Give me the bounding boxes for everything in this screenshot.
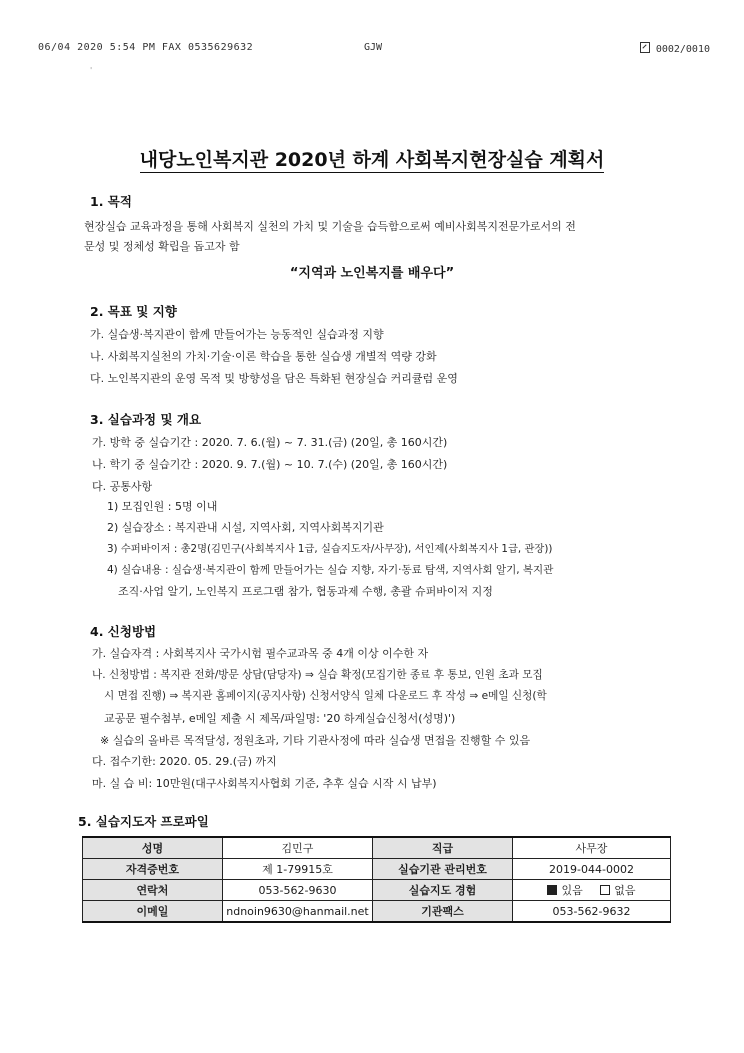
section3-sub-item: 2) 실습장소 : 복지관내 시설, 지역사회, 지역사회복지기관 [107, 521, 384, 534]
section5-title: 5. 실습지도자 프로파일 [78, 814, 209, 829]
section4-note: ※ 실습의 올바른 목적달성, 정원초과, 기타 기관사정에 따라 실습생 면접을 진행할 수 있음 [100, 734, 531, 747]
slogan: “지역과 노인복지를 배우다” [289, 266, 455, 281]
table-value: 053-562-9632 [513, 901, 671, 923]
table-row [83, 859, 671, 880]
section3-sub-item: 조직·사업 알기, 노인복지 프로그램 참가, 협동과제 수행, 총괄 슈퍼바이저 지정 [118, 585, 493, 598]
section4-item: 교공문 필수첨부, e메일 제출 시 제목/파일명: '20 하계실습신청서(성명)') [104, 712, 456, 725]
section4-item: 시 면접 진행) ⇒ 복지관 홈페이지(공지사항) 신청서양식 일체 다운로드 후 작성 ⇒ e메일 신청(학 [104, 690, 547, 702]
section1-title: 1. 목적 [90, 194, 132, 209]
checked-box-icon [547, 885, 557, 895]
table-label: 실습지도 경험 [373, 880, 513, 901]
table-label: 실습기관 관리번호 [373, 859, 513, 880]
section3-item: 다. 공통사항 [92, 480, 153, 493]
section2-item: 나. 사회복지실천의 가치·기술·이론 학습을 통한 실습생 개별적 역량 강화 [90, 350, 437, 363]
experience-no: 없음 [614, 884, 636, 897]
section4-item: 마. 실 습 비: 10만원(대구사회복지사협회 기준, 추후 실습 시작 시 납부) [92, 777, 437, 790]
table-label: 자격증번호 [83, 859, 223, 880]
section2-item: 다. 노인복지관의 운영 목적 및 방향성을 담은 특화된 현장실습 커리큘럼 운영 [90, 372, 458, 385]
table-value: 2019-044-0002 [513, 859, 671, 880]
section4-item: 나. 신청방법 : 복지관 전화/방문 상담(담당자) ⇒ 실습 확정(모집기한 종료 후 통보, 인원 초과 모집 [92, 669, 543, 681]
experience-checkboxes [513, 880, 671, 901]
table-label: 성명 [83, 837, 223, 859]
section3-title: 3. 실습과정 및 개요 [90, 412, 202, 427]
section4-item: 가. 실습자격 : 사회복지사 국가시험 필수교과목 중 4개 이상 이수한 자 [92, 647, 429, 660]
section3-item: 나. 학기 중 실습기간 : 2020. 9. 7.(월) ~ 10. 7.(수) (20일, 총 160시간) [92, 458, 448, 471]
table-label: 연락처 [83, 880, 223, 901]
table-row [83, 901, 671, 923]
table-row [83, 880, 671, 901]
table-value: 사무장 [513, 837, 671, 859]
table-row [83, 837, 671, 859]
table-value: 053-562-9630 [223, 880, 373, 901]
section4-item: 다. 접수기한: 2020. 05. 29.(금) 까지 [92, 755, 277, 768]
table-value: 김민구 [223, 837, 373, 859]
page-icon [640, 42, 650, 53]
section2-title: 2. 목표 및 지향 [90, 304, 177, 319]
supervisor-profile-table [82, 836, 671, 923]
section4-title: 4. 신청방법 [90, 624, 157, 639]
fax-page-number: 0002/0010 [655, 44, 710, 55]
experience-yes: 있음 [561, 884, 583, 897]
unchecked-box-icon [600, 885, 610, 895]
section2-item: 가. 실습생·복지관이 함께 만들어가는 능동적인 실습과정 지향 [90, 328, 384, 341]
fax-datetime-number: 06/04 2020 5:54 PM FAX 0535629632 [38, 42, 254, 53]
fax-sender: GJW [364, 42, 383, 53]
document-title: 내당노인복지관 2020년 하계 사회복지현장실습 계획서 [139, 149, 605, 171]
fax-mark: ' [90, 66, 93, 75]
table-label: 이메일 [83, 901, 223, 923]
table-value: 제 1-79915호 [223, 859, 373, 880]
fax-page-counter [640, 42, 710, 55]
section3-sub-item: 4) 실습내용 : 실습생·복지관이 함께 만들어가는 실습 지향, 자기·동료 탐색, 지역사회 알기, 복지관 [107, 564, 554, 576]
section3-sub-item: 3) 수퍼바이저 : 총2명(김민구(사회복지사 1급, 실습지도자/사무장), 서인제(사회복지사 1급, 관장)) [107, 543, 553, 555]
section3-sub-item: 1) 모집인원 : 5명 이내 [107, 500, 218, 513]
section3-item: 가. 방학 중 실습기간 : 2020. 7. 6.(월) ~ 7. 31.(금) (20일, 총 160시간) [92, 436, 448, 449]
table-label: 직급 [373, 837, 513, 859]
table-value: ndnoin9630@hanmail.net [223, 901, 373, 923]
section1-line: 현장실습 교육과정을 통해 사회복지 실천의 가치 및 기술을 습득함으로써 예비사회복지전문가로서의 전 [84, 220, 576, 233]
section1-line: 문성 및 정체성 확립을 돕고자 함 [84, 240, 240, 253]
table-label: 기관팩스 [373, 901, 513, 923]
